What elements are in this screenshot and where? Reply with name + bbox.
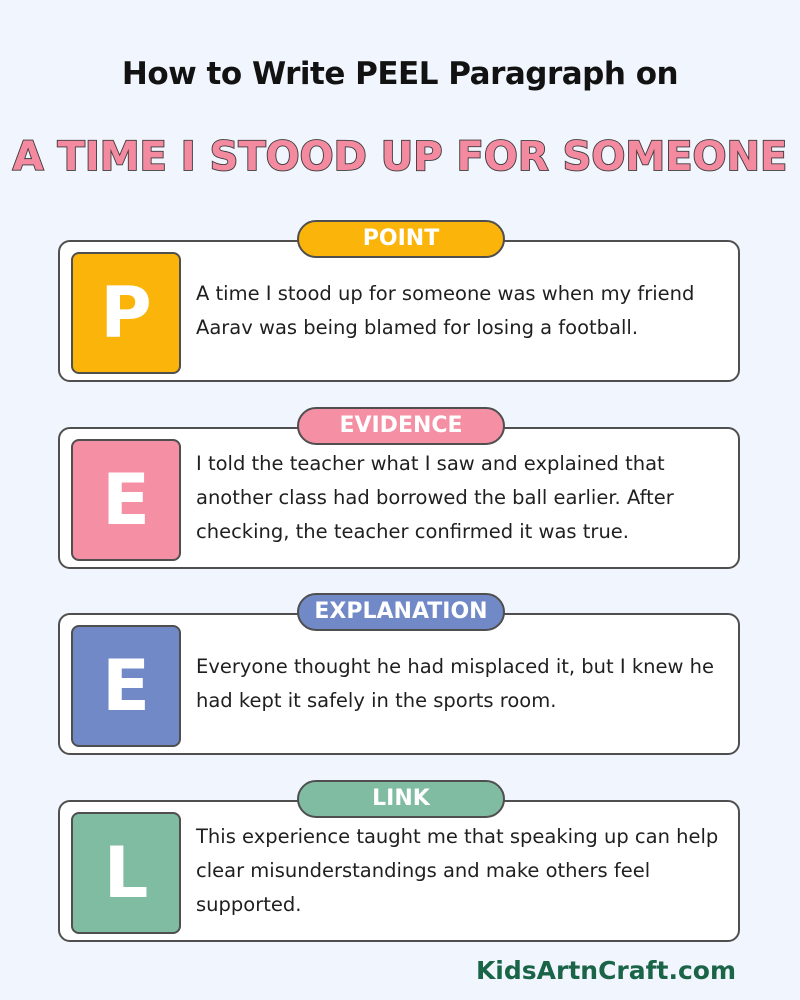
section-label-evidence: EVIDENCE [297,407,505,445]
letter-badge-l: L [71,812,181,934]
section-text-explanation: Everyone thought he had misplaced it, but I knew he had kept it safely in the sports room. [196,655,714,712]
letter-badge-p: P [71,252,181,374]
section-point [58,226,740,382]
section-link [58,786,740,942]
letter-badge-e-evidence: E [71,439,181,561]
section-text-link: This experience taught me that speaking up can help clear misunderstandings and make others feel supported. [196,825,719,916]
section-text-wrap [196,615,736,753]
section-text-wrap [196,242,736,380]
section-explanation [58,599,740,755]
section-evidence [58,413,740,569]
section-text-wrap [196,429,736,567]
section-text-evidence: I told the teacher what I saw and explained that another class had borrowed the ball earlier. After checking, the teacher confirmed it was true. [196,452,674,543]
section-text-wrap [196,802,736,940]
section-label-link: LINK [297,780,505,818]
section-label-explanation: EXPLANATION [297,593,505,631]
page-subtitle: A TIME I STOOD UP FOR SOMEONE [12,134,788,180]
footer-brand: KidsArtnCraft.com [475,956,736,985]
letter-badge-e-explanation: E [71,625,181,747]
section-label-point: POINT [297,220,505,258]
page-title: How to Write PEEL Paragraph on [121,56,679,92]
section-text-point: A time I stood up for someone was when my friend Aarav was being blamed for losing a football. [196,282,695,339]
